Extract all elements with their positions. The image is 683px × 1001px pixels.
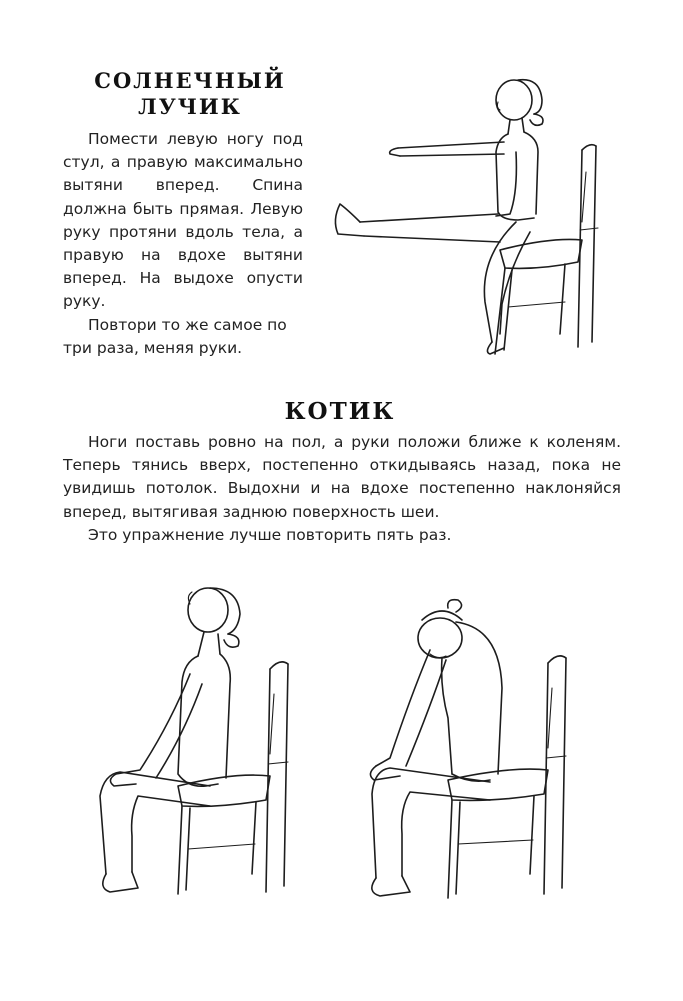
section-kitten-text (63, 431, 621, 547)
section-sunbeam-text (63, 128, 303, 360)
paragraph: Ноги поставь ровно на пол, а руки положи ближе к коленям. Теперь тянись вверх, постепенно откидываясь назад, пока не увидишь потолок. Выдохни и на вдохе постепенно наклоняйся вперед, вытягивая заднюю поверхность шеи. (63, 433, 621, 521)
illustration-kitten-lean-back (60, 574, 320, 904)
section-title-kitten: КОТИК (284, 398, 396, 425)
section-title-line: СОЛНЕЧНЫЙ (94, 68, 286, 93)
paragraph: Это упражнение лучше повторить пять раз. (88, 525, 452, 544)
section-title-line: ЛУЧИК (138, 94, 242, 119)
illustration-sunbeam-pose (320, 72, 630, 357)
paragraph: Помести левую ногу под стул, а правую максимально вытяни вперед. Спина должна быть прямая. Левую руку протяни вдоль тела, а правую на вдохе вытяни вперед. На выдохе опусти руку. (63, 130, 303, 311)
illustration-kitten-bend-forward (330, 598, 600, 904)
section-title-sunbeam (55, 68, 325, 120)
paragraph: Повтори то же самое по три раза, меняя руки. (63, 315, 287, 357)
